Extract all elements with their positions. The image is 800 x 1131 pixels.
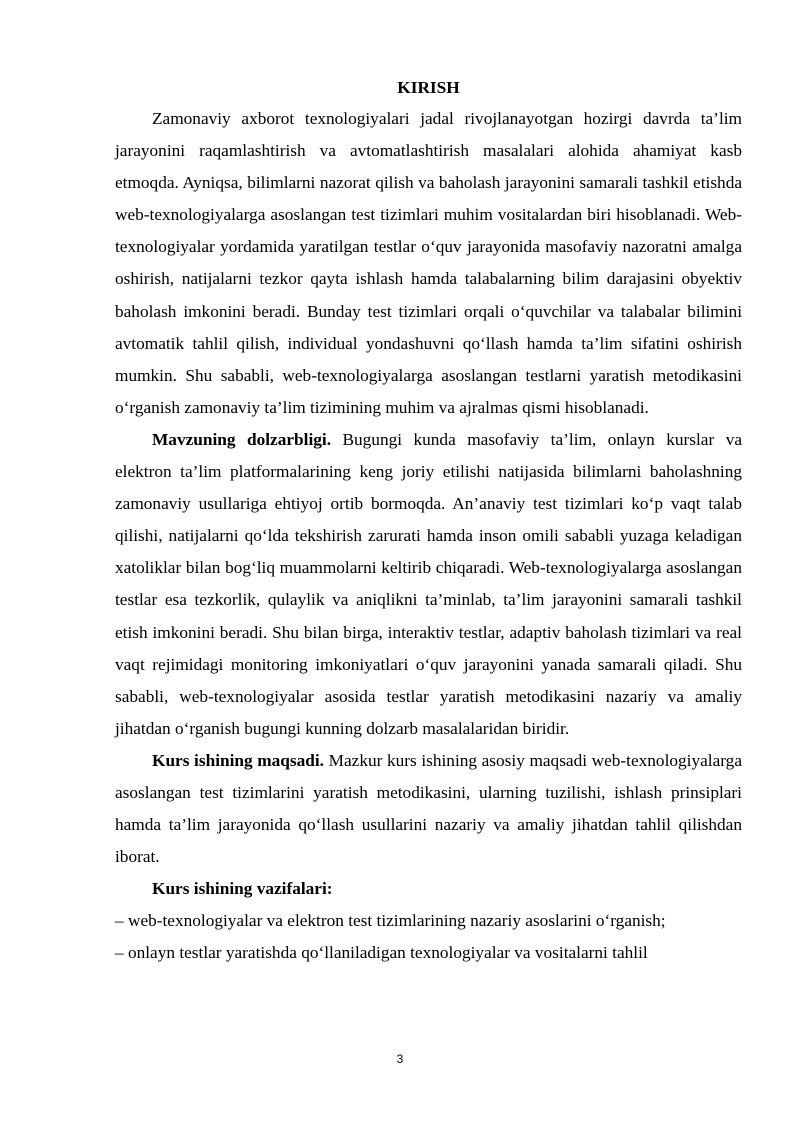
goal-text: Mazkur kurs ishining asosiy maqsadi web-texnologiyalarga asoslangan test tizimlarini yaratish metodikasini, ularning tuzilishi, ishlash prinsiplari hamda ta’lim jarayonida qo‘llash usullarini nazariy va amaliy jihatdan tahlil qilishdan iborat. [115,750,742,867]
tasks-label: Kurs ishining vazifalari: [152,879,333,899]
task-item: – web-texnologiyalar va elektron test tizimlarining nazariy asoslarini o‘rganish; [115,911,666,931]
section-heading: KIRISH [397,78,460,97]
goal-paragraph [115,745,742,873]
intro-paragraph: Zamonaviy axborot texnologiyalari jadal rivojlanayotgan hozirgi davrda ta’lim jarayonini raqamlashtirish va avtomatlashtirish masalalari alohida ahamiyat kasb etmoqda. Ayniqsa, bilimlarni nazorat qilish va baholash jarayonini samarali tashkil etishda web-texnologiyalarga asoslangan test tizimlari muhim vositalardan biri hisoblanadi. Web-texnologiyalar yordamida yaratilgan testlar o‘quv jarayonida masofaviy nazoratni amalga oshirish, natijalarni tezkor qayta ishlash hamda talabalarning bilim darajasini obyektiv baholash imkonini beradi. Bunday test tizimlari orqali o‘quvchilar va talabalar bilimini avtomatik tahlil qilish, individual yondashuvni qo‘llash hamda ta’lim sifatini oshirish mumkin. Shu sababli, web-texnologiyalarga asoslangan testlarni yaratish metodikasini o‘rganish zamonaviy ta’lim tizimining muhim va ajralmas qismi hisoblanadi. [115,109,742,417]
goal-label: Kurs ishining maqsadi. [152,750,325,770]
tasks-heading [115,873,742,905]
relevance-text: Bugungi kunda masofaviy ta’lim, onlayn kurslar va elektron ta’lim platformalarining keng joriy etilishi natijasida bilimlarni baholashning zamonaviy usullariga ehtiyoj ortib bormoqda. An’anaviy test tizimlari ko‘p vaqt talab qilishi, natijalarni qo‘lda tekshirish zarurati hamda inson omili sababli yuzaga keladigan xatoliklar bilan bog‘liq muammolarni keltirib chiqaradi. Web-texnologiyalarga asoslangan testlar esa tezkorlik, qulaylik va aniqlikni ta’minlab, ta’lim jarayonini samarali tashkil etish imkonini beradi. Shu bilan birga, interaktiv testlar, adaptiv baholash tizimlari va real vaqt rejimidagi monitoring imkoniyatlari o‘quv jarayonini yanada samarali qiladi. Shu sababli, web-texnologiyalar asosida testlar yaratish metodikasini nazariy va amaliy jihatdan o‘rganish bugungi kunning dolzarb masalalaridan biridir. [115,429,742,738]
relevance-paragraph [115,424,742,745]
page-number: 3 [396,1052,404,1066]
document-page [115,74,742,970]
task-item: – onlayn testlar yaratishda qo‘llaniladigan texnologiyalar va vositalarni tahlil [115,943,648,963]
relevance-label: Mavzuning dolzarbligi. [152,429,332,449]
